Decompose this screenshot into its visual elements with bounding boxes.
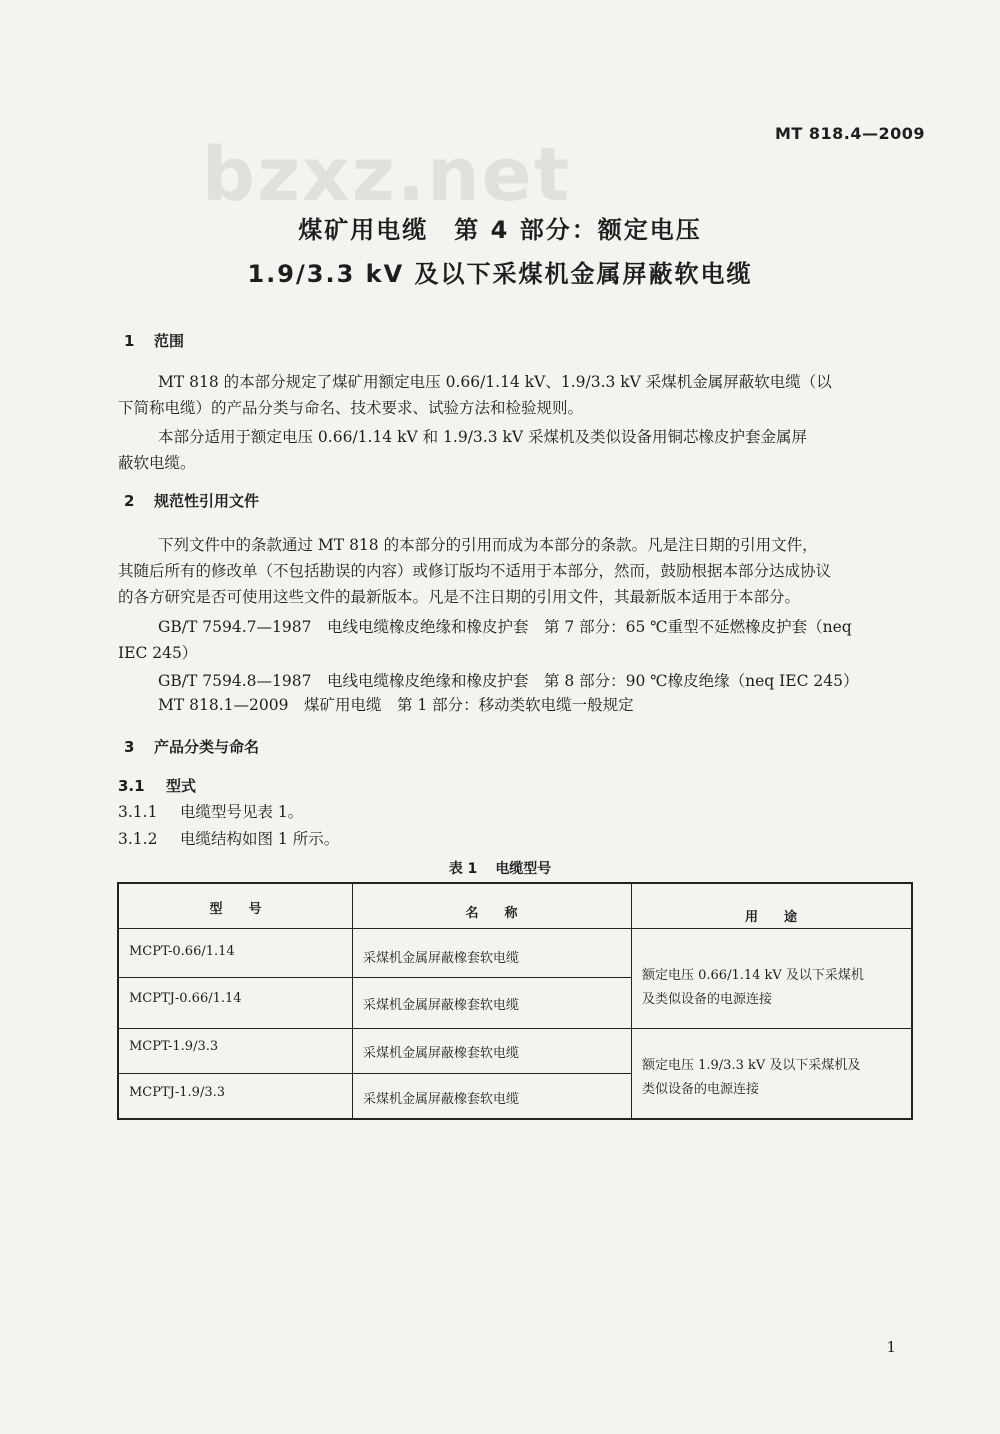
header-usage: 用 途	[744, 910, 797, 925]
usage-group-1	[642, 964, 864, 1012]
section-title: 范围	[154, 332, 185, 350]
text-line: 下列文件中的条款通过 MT 818 的本部分的引用而成为本部分的条款。凡是注日期的引用文件，	[158, 536, 818, 554]
clause-text: 电缆型号见表 1。	[180, 803, 304, 821]
row-1-name: 采煤机金属屏蔽橡套软电缆	[363, 951, 520, 966]
section-2-paragraph-1	[118, 532, 918, 610]
section-number: 3	[124, 738, 135, 756]
text-line: 本部分适用于额定电压 0.66/1.14 kV 和 1.9/3.3 kV 采煤机及类似设备用铜芯橡皮护套金属屏	[158, 428, 808, 446]
row-3-name: 采煤机金属屏蔽橡套软电缆	[363, 1046, 520, 1061]
usage-line: 额定电压 1.9/3.3 kV 及以下采煤机及	[642, 1058, 861, 1073]
clause-text: 电缆结构如图 1 所示。	[180, 830, 340, 848]
row-4-name: 采煤机金属屏蔽橡套软电缆	[363, 1092, 520, 1107]
section-number: 1	[124, 332, 135, 350]
clause-3-1-2	[118, 827, 339, 849]
watermark: bzxz.net	[202, 132, 572, 218]
cable-model-table	[117, 882, 913, 1120]
usage-group-2	[642, 1054, 860, 1102]
clause-number: 3.1.2	[118, 830, 158, 848]
usage-line: 及类似设备的电源连接	[642, 992, 773, 1007]
row-2-name: 采煤机金属屏蔽橡套软电缆	[363, 998, 520, 1013]
table-caption	[0, 858, 1000, 878]
text-line: 蔽软电缆。	[118, 454, 196, 472]
table-number: 表 1	[448, 861, 478, 877]
row-4-model: MCPTJ-1.9/3.3	[129, 1085, 226, 1100]
clause-3-1-1	[118, 800, 303, 822]
clause-number: 3.1.1	[118, 803, 158, 821]
table-title: 电缆型号	[495, 861, 552, 877]
section-1-heading	[124, 330, 184, 351]
section-1-paragraph-2	[118, 424, 918, 476]
text-line: 的各方研究是否可使用这些文件的最新版本。凡是不注日期的引用文件，其最新版本适用于本部分。	[118, 588, 801, 606]
reference-2	[118, 668, 918, 694]
text-line: GB/T 7594.7—1987 电线电缆橡皮绝缘和橡皮护套 第 7 部分：65 ℃重型不延燃橡皮护套（neq	[158, 618, 852, 636]
row-1-model: MCPT-0.66/1.14	[129, 944, 235, 959]
reference-1	[118, 614, 918, 666]
document-title-line-1: 煤矿用电缆 第 4 部分：额定电压	[298, 216, 702, 244]
page-number: 1	[886, 1338, 896, 1356]
usage-line: 类似设备的电源连接	[642, 1082, 760, 1097]
text-line: 下简称电缆）的产品分类与命名、技术要求、试验方法和检验规则。	[118, 399, 584, 417]
text-line: MT 818.1—2009 煤矿用电缆 第 1 部分：移动类软电缆一般规定	[158, 696, 634, 714]
section-title: 产品分类与命名	[154, 738, 260, 756]
standard-code: MT 818.4—2009	[774, 124, 925, 143]
section-title: 型式	[166, 777, 197, 795]
section-1-paragraph-1	[118, 369, 918, 421]
section-title: 规范性引用文件	[154, 492, 260, 510]
usage-line: 额定电压 0.66/1.14 kV 及以下采煤机	[642, 968, 864, 983]
text-line: MT 818 的本部分规定了煤矿用额定电压 0.66/1.14 kV、1.9/3.3 kV 采煤机金属屏蔽软电缆（以	[158, 373, 832, 391]
table-divider	[119, 1073, 631, 1074]
section-2-heading	[124, 490, 259, 511]
row-3-model: MCPT-1.9/3.3	[129, 1039, 219, 1054]
text-line: 其随后所有的修改单（不包括勘误的内容）或修订版均不适用于本部分，然而，鼓励根据本部分达成协议	[118, 562, 832, 580]
row-2-model: MCPTJ-0.66/1.14	[129, 991, 242, 1006]
header-model: 型 号	[209, 902, 262, 917]
document-title-line-2: 1.9/3.3 kV 及以下采煤机金属屏蔽软电缆	[247, 260, 753, 288]
header-name: 名 称	[465, 906, 518, 921]
section-number: 3.1	[118, 777, 145, 795]
section-3-heading	[124, 736, 259, 757]
table-divider	[119, 977, 631, 978]
reference-3	[118, 692, 918, 718]
text-line: GB/T 7594.8—1987 电线电缆橡皮绝缘和橡皮护套 第 8 部分：90 ℃橡皮绝缘（neq IEC 245）	[158, 672, 859, 690]
table-divider	[119, 1028, 911, 1029]
section-number: 2	[124, 492, 135, 510]
section-3-1-heading	[118, 775, 196, 796]
text-line: IEC 245）	[118, 644, 198, 662]
table-divider	[119, 928, 911, 929]
